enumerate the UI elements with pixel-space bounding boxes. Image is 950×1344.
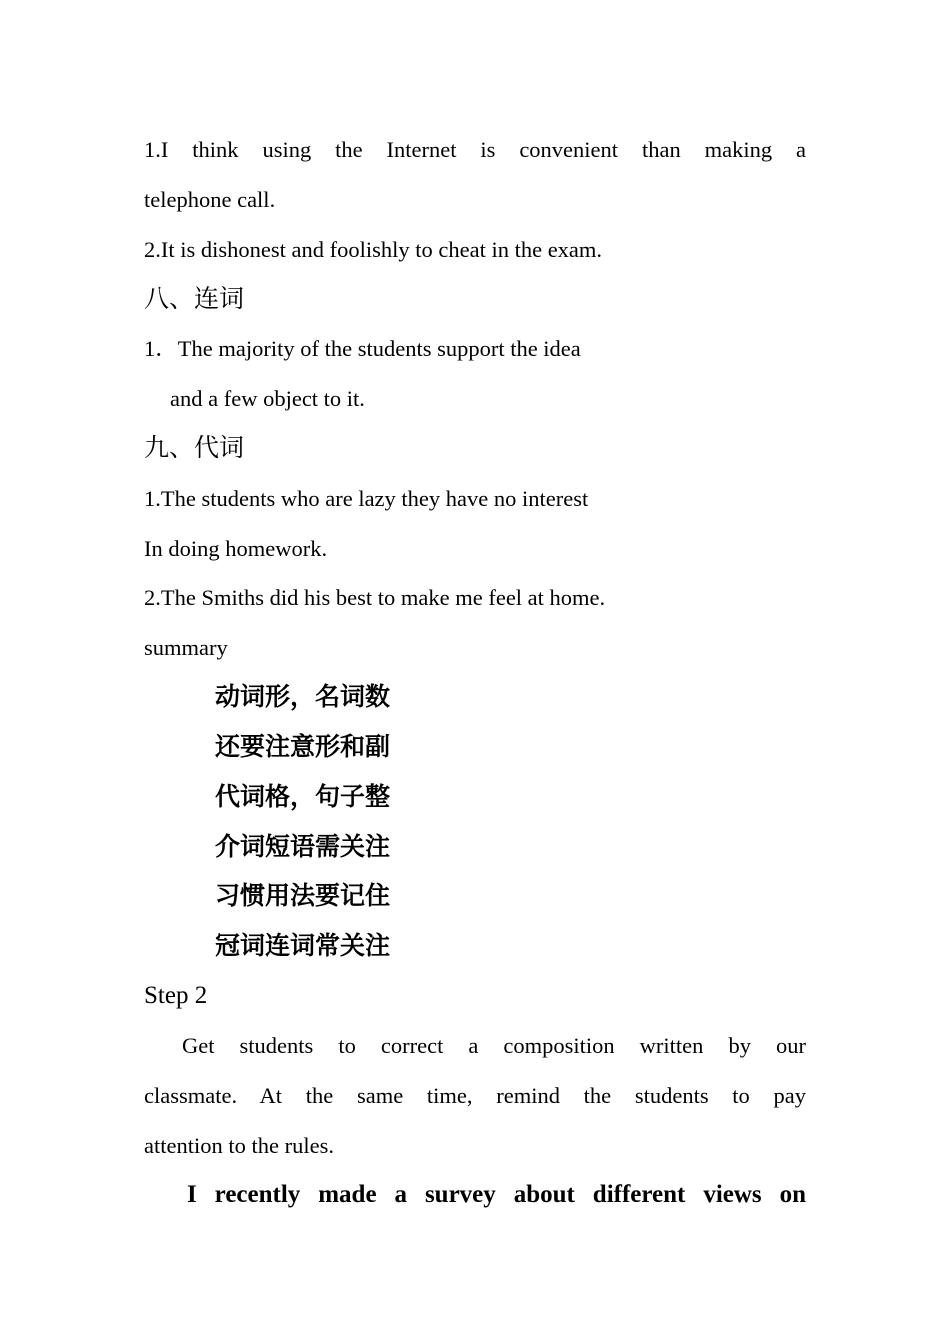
summary-rhyme-line1: 动词形，名词数	[215, 682, 391, 711]
summary-label: summary	[144, 635, 228, 660]
step-2-text-line1: Get students to correct a composition written by our	[182, 1033, 806, 1058]
sentence-majority-line2: and a few object to it.	[170, 386, 365, 411]
sentence-internet-line2: telephone call.	[144, 187, 276, 212]
composition-first-line: I recently made a survey about different views on	[187, 1181, 806, 1208]
step-2-text-line3: attention to the rules.	[144, 1133, 334, 1158]
sentence-lazy-line1: 1.The students who are lazy they have no interest	[144, 486, 589, 511]
sentence-smiths: 2.The Smiths did his best to make me feel at home.	[144, 585, 606, 610]
summary-rhyme-line4: 介词短语需关注	[215, 832, 391, 861]
step-2-text-line2: classmate. At the same time, remind the students to pay	[144, 1083, 806, 1108]
summary-rhyme-line2: 还要注意形和副	[215, 732, 391, 761]
sentence-internet-line1: 1.I think using the Internet is convenient than making a	[144, 137, 806, 162]
section-heading-conjunctions: 八、连词	[144, 284, 245, 313]
sentence-lazy-line2: In doing homework.	[144, 536, 328, 561]
sentence-majority-line1: 1．The majority of the students support the idea	[144, 336, 581, 361]
step-2-heading: Step 2	[144, 982, 208, 1009]
summary-rhyme-line6: 冠词连词常关注	[215, 931, 391, 960]
summary-rhyme-line5: 习惯用法要记住	[215, 881, 391, 910]
summary-rhyme-line3: 代词格，句子整	[215, 782, 391, 811]
sentence-dishonest: 2.It is dishonest and foolishly to cheat in the exam.	[144, 237, 603, 262]
section-heading-pronouns: 九、代词	[144, 433, 245, 462]
